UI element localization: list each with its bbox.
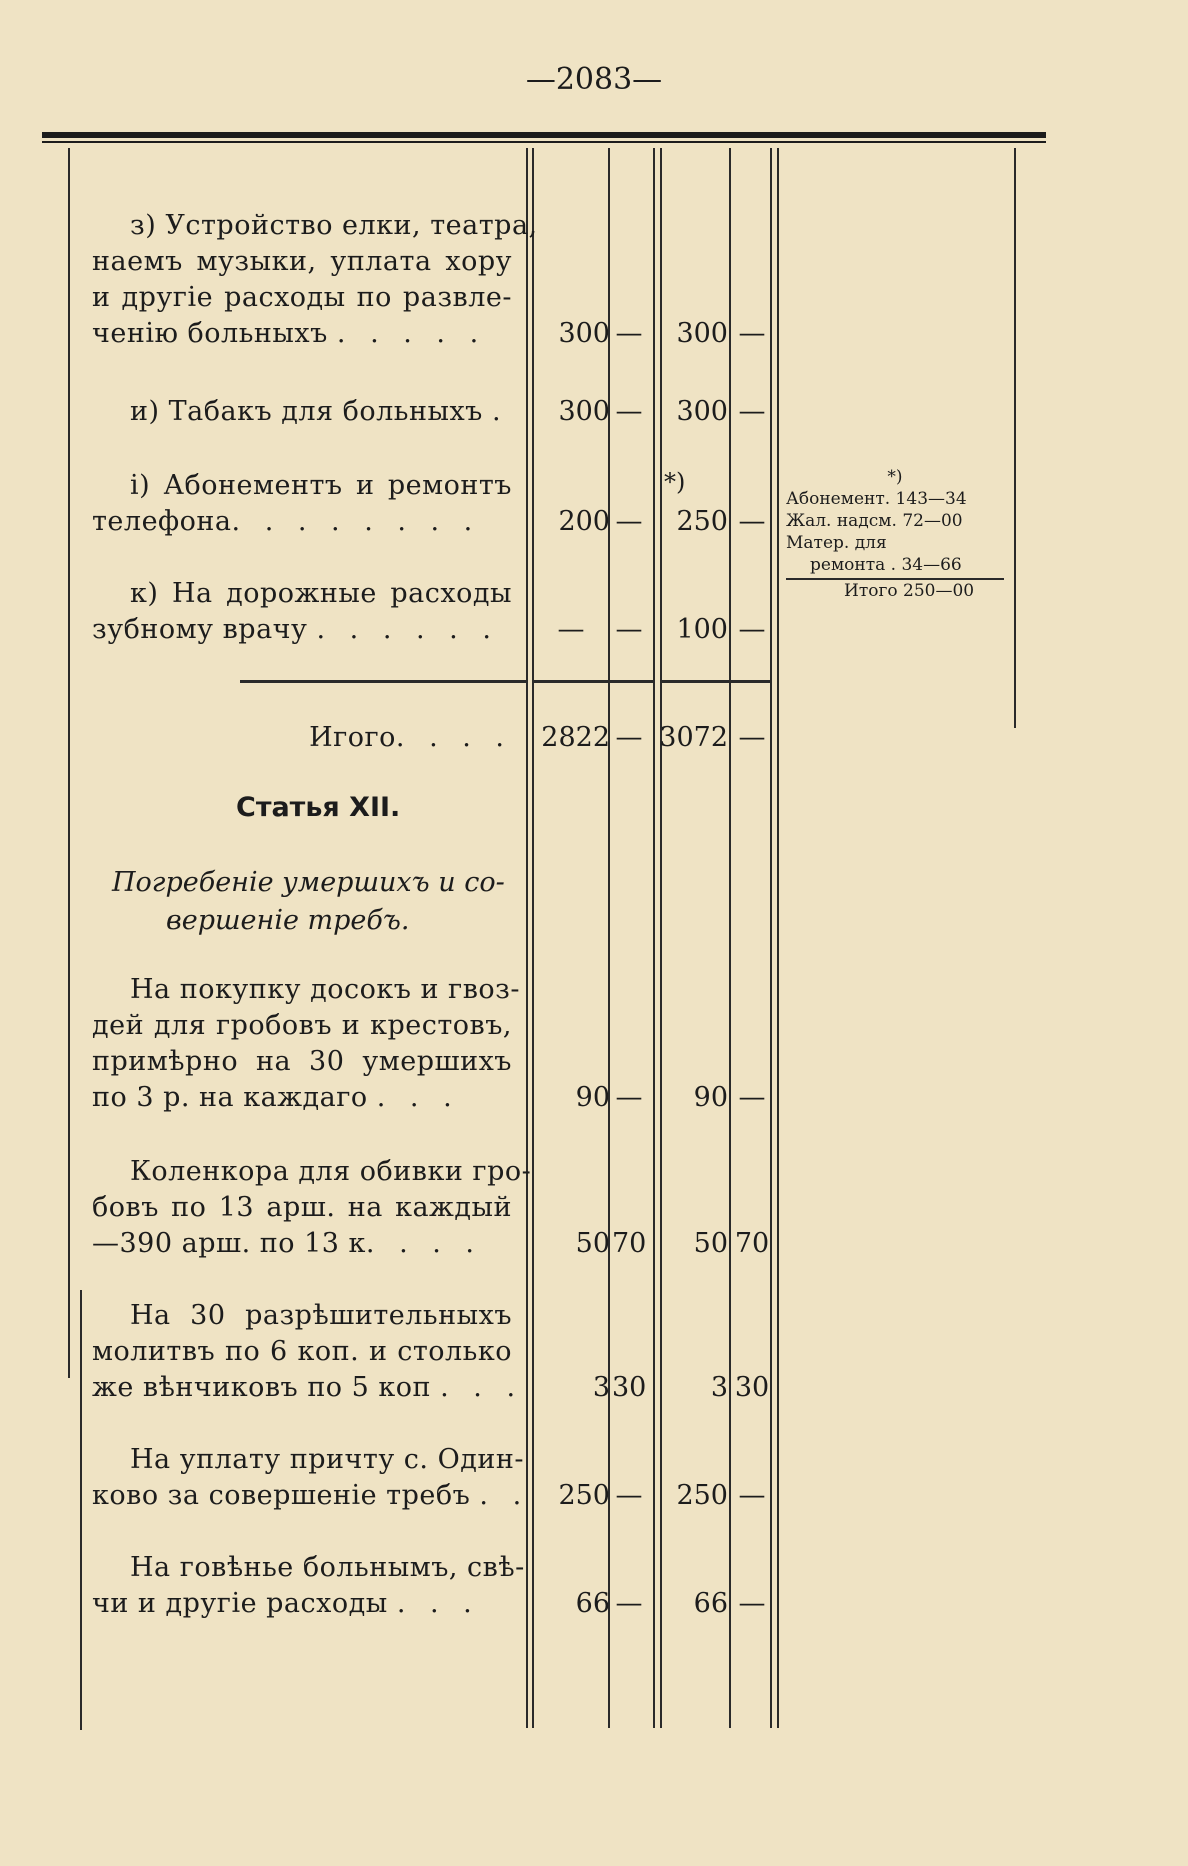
amount-rub-2: 3: [710, 1372, 728, 1403]
page-number: —2083—: [525, 62, 663, 97]
item-description: и) Табакъ для больныхъ .: [130, 396, 502, 427]
column-rule: [777, 148, 779, 1728]
total-rule: [610, 680, 653, 683]
amount-rub-1: 3: [592, 1372, 610, 1403]
amount-kop-1: 30: [612, 1372, 647, 1403]
left-rule-lower: [80, 1290, 82, 1730]
amount-rub-2: 250: [676, 506, 728, 537]
amount-kop-1: 70: [612, 1228, 647, 1259]
entry-description: На говѣнье больнымъ, свѣ- чи и другіе расходы . . .: [92, 1552, 525, 1619]
amount-rub-2: 100: [676, 614, 728, 645]
amount-kop-2: —: [738, 1082, 766, 1113]
amount-kop-2: 30: [734, 1372, 770, 1403]
total-rub-2: 3072: [659, 722, 728, 753]
entry-description: Коленкора для обивки гро- бовъ по 13 арш. на каждый —390 арш. по 13 к. . . .: [92, 1156, 532, 1259]
amount-kop-1: —: [615, 614, 643, 645]
footnote-mark: *): [664, 468, 686, 496]
amount-kop-2: —: [738, 614, 766, 645]
article-subheading: Погребеніе умершихъ и со- вершеніе требъ.: [112, 867, 505, 936]
total-rule: [731, 680, 770, 683]
amount-kop-2: —: [738, 396, 766, 427]
amount-rub-1: 300: [558, 318, 610, 349]
total-description: Игого. . . .: [309, 722, 512, 753]
total-rule: [662, 680, 729, 683]
entry-description: На покупку досокъ и гвоз- дей для гробовъ и крестовъ, примѣрно на 30 умершихъ по 3 р. на каждаго . . .: [92, 974, 520, 1113]
amount-kop-2: —: [738, 506, 766, 537]
column-rule: [660, 148, 662, 1728]
entry-description: На уплату причту с. Один- ково за совершеніе требъ . .: [92, 1444, 530, 1511]
entry-description: На 30 разрѣшительныхъ молитвъ по 6 коп. и столько же вѣнчиковъ по 5 коп . . .: [92, 1300, 524, 1403]
right-rule: [1014, 148, 1016, 728]
amount-rub-2: 250: [676, 1480, 728, 1511]
top-rule: [42, 132, 1046, 138]
top-rule-thin: [42, 141, 1046, 143]
amount-rub-1: 90: [575, 1082, 610, 1113]
amount-rub-1: 50: [575, 1228, 610, 1259]
total-rub-1: 2822: [541, 722, 610, 753]
amount-kop-2: —: [738, 1480, 766, 1511]
amount-kop-1: —: [615, 396, 643, 427]
amount-rub-1: —: [557, 614, 585, 645]
amount-rub-1: 66: [575, 1588, 610, 1619]
total-kop-1: —: [615, 722, 643, 753]
amount-kop-1: —: [615, 1588, 643, 1619]
footnote: *) Абонемент. 143—34 Жал. надсм. 72—00 Матер. для ремонта . 34—66 Итого 250—00: [786, 466, 1004, 602]
amount-rub-2: 66: [693, 1588, 728, 1619]
amount-kop-2: —: [738, 318, 766, 349]
total-rule: [240, 680, 526, 683]
article-heading: Статья XII.: [236, 792, 401, 823]
amount-rub-1: 300: [558, 396, 610, 427]
amount-kop-2: 70: [734, 1228, 770, 1259]
amount-kop-1: —: [615, 506, 643, 537]
amount-rub-2: 300: [676, 318, 728, 349]
column-rule: [653, 148, 655, 1728]
item-description: з) Устройство елки, театра, наемъ музыки, уплата хору и другіе расходы по развле- ченію больныхъ . . . . .: [92, 210, 538, 349]
amount-rub-2: 50: [693, 1228, 728, 1259]
item-description: і) Абонементъ и ремонтъ телефона. . . . . . . .: [92, 470, 512, 537]
footnote-mark: *): [887, 467, 903, 487]
total-rule: [534, 680, 608, 683]
amount-kop-1: —: [615, 318, 643, 349]
amount-kop-1: —: [615, 1082, 643, 1113]
amount-kop-2: —: [738, 1588, 766, 1619]
column-rule: [729, 148, 731, 1728]
amount-rub-2: 90: [693, 1082, 728, 1113]
item-description: к) На дорожные расходы зубному врачу . . . . . .: [92, 578, 512, 645]
amount-kop-1: —: [615, 1480, 643, 1511]
amount-rub-1: 250: [558, 1480, 610, 1511]
left-rule: [68, 148, 70, 1378]
amount-rub-2: 300: [676, 396, 728, 427]
total-kop-2: —: [738, 722, 766, 753]
amount-rub-1: 200: [558, 506, 610, 537]
